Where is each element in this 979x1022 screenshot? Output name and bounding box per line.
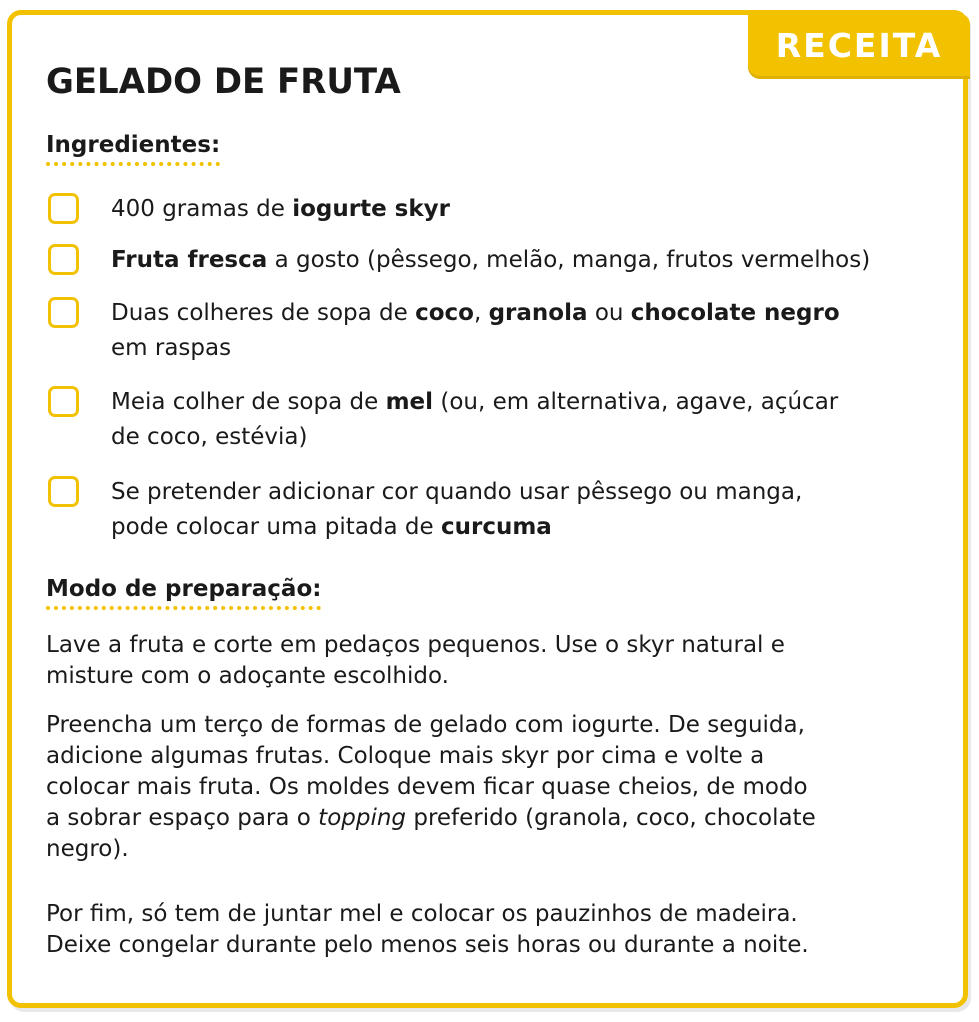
ingredient-item[interactable] (48, 192, 948, 227)
checkbox[interactable] (48, 476, 79, 507)
preparation-step: Por fim, só tem de juntar mel e colocar os pauzinhos de madeira. Deixe congelar durante pelo menos seis horas ou durante a noite. (46, 901, 809, 958)
ingredient-text: Fruta fresca a gosto (pêssego, melão, manga, frutos vermelhos) (111, 247, 871, 273)
recipe-title: GELADO DE FRUTA (46, 62, 401, 102)
recipe-badge: RECEITA (748, 14, 970, 76)
preparation-step: Preencha um terço de formas de gelado com iogurte. De seguida, adicione algumas frutas. Coloque mais skyr por cima e volte a colocar mais fruta. Os moldes devem ficar quase cheios, de modo a sobrar espaço para o topping preferido (granola, coco, chocolate negro). (46, 712, 816, 862)
ingredient-text: Meia colher de sopa de mel (ou, em alternativa, agave, açúcar de coco, estévia) (111, 389, 839, 450)
checkbox[interactable] (48, 193, 79, 224)
ingredient-item[interactable] (48, 475, 948, 545)
checkbox[interactable] (48, 297, 79, 328)
preparation-step: Lave a fruta e corte em pedaços pequenos. Use o skyr natural e misture com o adoçante escolhido. (46, 632, 785, 689)
ingredient-text: Se pretender adicionar cor quando usar pêssego ou manga, pode colocar uma pitada de curcuma (111, 479, 803, 540)
ingredients-heading: Ingredientes: (46, 132, 220, 166)
checkbox[interactable] (48, 244, 79, 275)
ingredient-item[interactable] (48, 243, 948, 278)
ingredient-text: Duas colheres de sopa de coco, granola ou chocolate negro em raspas (111, 300, 840, 361)
preparation-heading: Modo de preparação: (46, 576, 321, 610)
ingredient-item[interactable] (48, 385, 948, 455)
ingredient-text: 400 gramas de iogurte skyr (111, 196, 451, 222)
ingredient-item[interactable] (48, 296, 948, 366)
checkbox[interactable] (48, 386, 79, 417)
